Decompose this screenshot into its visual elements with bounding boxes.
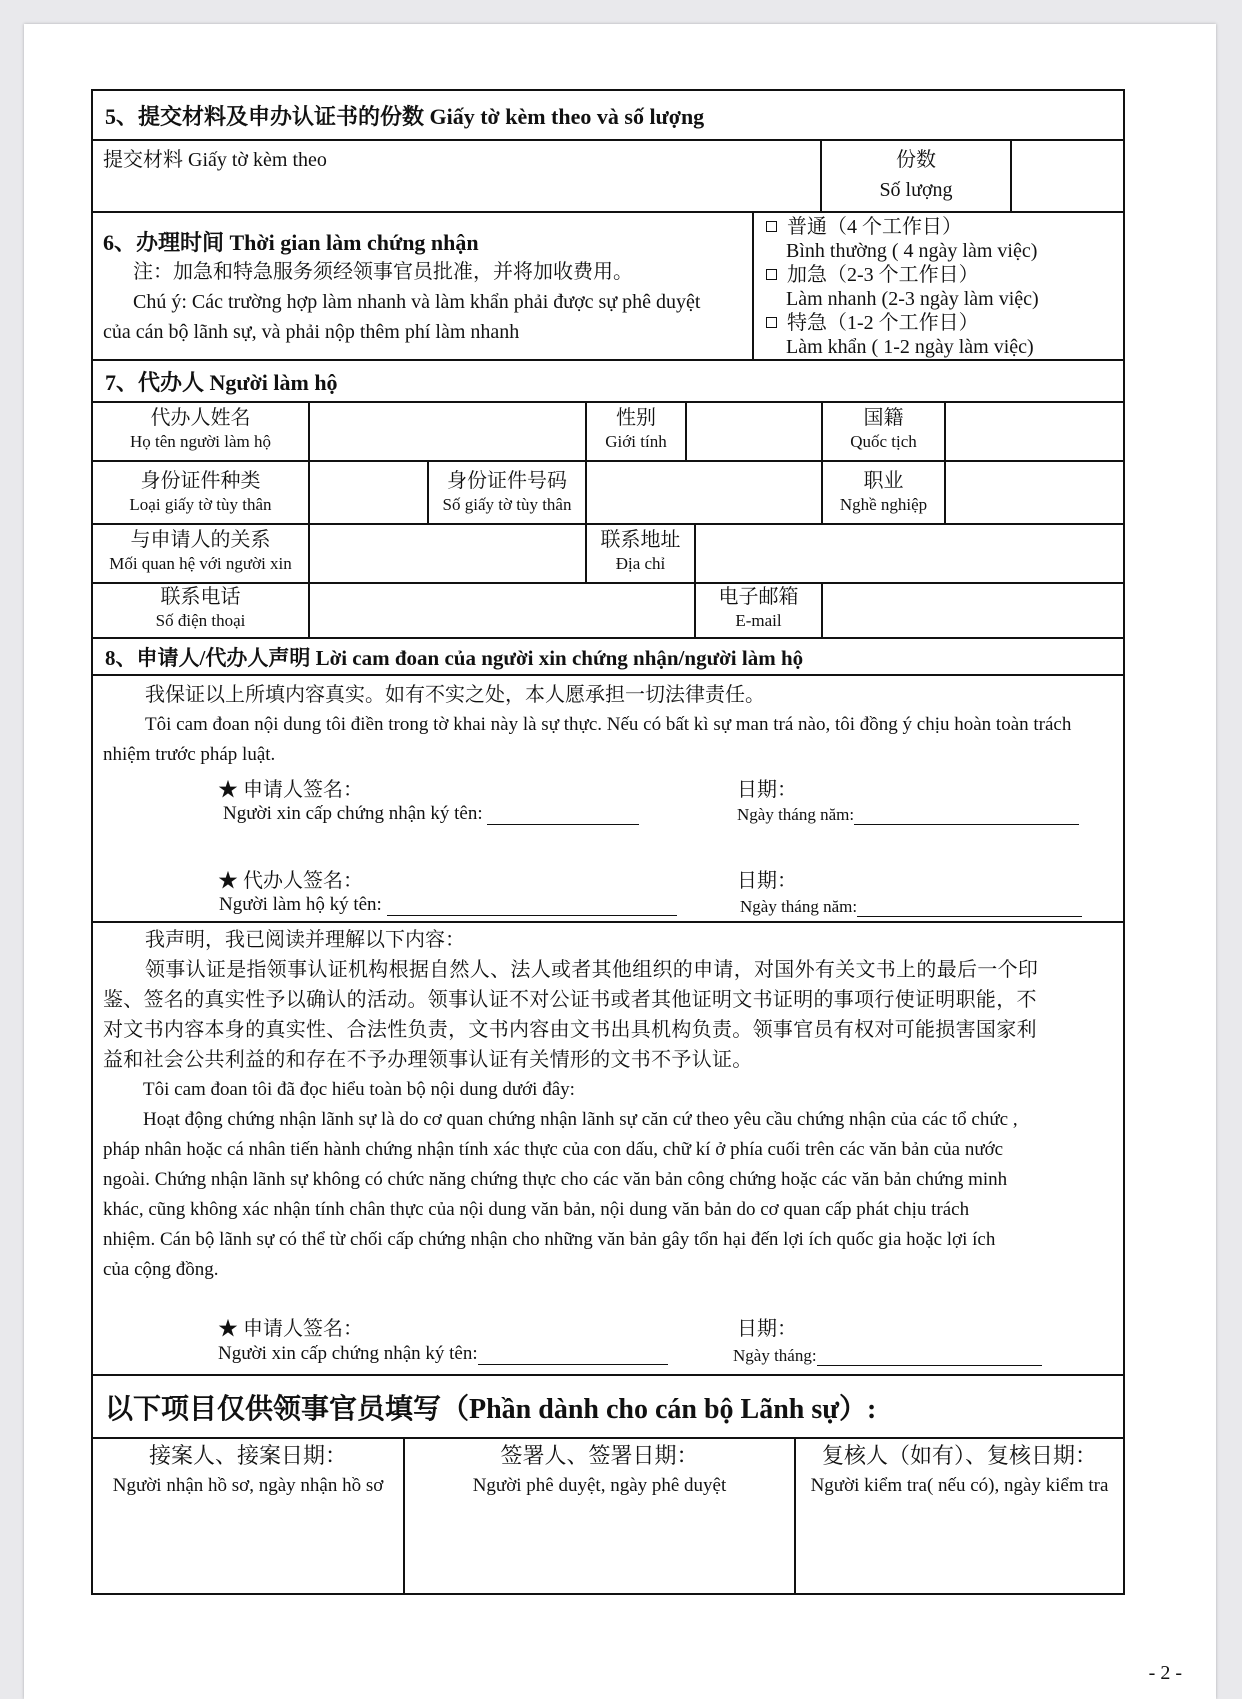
section-7-title: 7、代办人 Người làm hộ: [93, 361, 1123, 403]
option-urgent-zh: 加急（2-3 个工作日）: [787, 264, 979, 286]
agent-signature-vi: [219, 894, 677, 916]
section-5-title: 5、提交材料及申办认证书的份数 Giấy tờ kèm theo và số lượng: [93, 91, 1123, 141]
agent-phone-label: [93, 584, 310, 637]
applicant-signature-vi-text: Người xin cấp chứng nhận ký tên:: [223, 803, 483, 824]
agent-email-input[interactable]: [823, 584, 1123, 637]
checkbox-urgent[interactable]: [766, 269, 777, 280]
para-zh-1: 领事认证是指领事认证机构根据自然人、法人或者其他组织的申请，对国外有关文书上的最后一个印: [145, 959, 1039, 981]
statement-block: [93, 923, 1123, 1376]
agent-name-label: [93, 403, 310, 460]
agent-sex-input[interactable]: [687, 403, 823, 460]
final-date-zh: 日期：: [737, 1318, 797, 1340]
agent-idtype-zh: 身份证件种类: [140, 470, 261, 492]
agent-sex-vi: Giới tính: [605, 432, 667, 451]
agent-job-input[interactable]: [946, 462, 1123, 523]
agent-date-line[interactable]: [857, 896, 1082, 917]
option-express-zh: 特急（1-2 个工作日）: [787, 312, 979, 334]
applicant-signature-line[interactable]: [487, 804, 639, 825]
agent-signature-line[interactable]: [387, 895, 677, 916]
agent-row-1: [93, 403, 1123, 462]
count-label-cell: [822, 141, 1012, 211]
official-row: [93, 1439, 1123, 1593]
agent-sex-label: [587, 403, 687, 460]
final-signature-vi: [218, 1343, 668, 1365]
agent-name-zh: 代办人姓名: [150, 407, 251, 429]
date-label-vi: [737, 804, 1079, 825]
date-label-vi-text: Ngày tháng năm:: [737, 805, 855, 824]
note-vi-2: của cán bộ lãnh sự, và phải nộp thêm phí làm nhanh: [103, 321, 520, 343]
option-express[interactable]: [754, 311, 1123, 335]
agent-idtype-input[interactable]: [310, 462, 429, 523]
agent-date-label-zh: 日期：: [737, 870, 797, 892]
agent-nationality-vi: Quốc tịch: [850, 432, 917, 451]
agent-address-vi: Địa chỉ: [615, 554, 666, 573]
para-zh-4: 益和社会公共利益的和存在不予办理领事认证有关情形的文书不予认证。: [103, 1049, 753, 1071]
agent-row-3: [93, 525, 1123, 584]
agent-row-2: [93, 462, 1123, 525]
official-reviewer-cell[interactable]: [796, 1439, 1123, 1593]
final-signature-line[interactable]: [478, 1344, 668, 1365]
para-vi-6: của cộng đồng.: [103, 1259, 219, 1280]
agent-email-label: [696, 584, 823, 637]
checkbox-normal[interactable]: [766, 221, 777, 232]
materials-label-cell: [93, 141, 822, 211]
section-6-title: 6、办理时间 Thời gian làm chứng nhận: [103, 230, 479, 255]
agent-signature-zh: ★ 代办人签名：: [218, 870, 363, 892]
agent-relation-input[interactable]: [310, 525, 587, 582]
official-title: 以下项目仅供领事官员填写（Phần dành cho cán bộ Lãnh sự）:: [93, 1376, 1123, 1439]
agent-email-zh: 电子邮箱: [718, 586, 799, 608]
declaration-zh: 我保证以上所填内容真实。如有不实之处，本人愿承担一切法律责任。: [145, 684, 765, 706]
declaration-vi-1: Tôi cam đoan nội dung tôi điền trong tờ khai này là sự thực. Nếu có bất kì sự man trá nào, tôi đồng ý chịu hoàn toàn trách: [145, 714, 1072, 735]
para-vi-4: khác, cũng không xác nhận tính chân thực của nội dung văn bản, nội dung văn bản do cơ quan cấp phát chịu trách: [103, 1199, 970, 1220]
agent-job-zh: 职业: [863, 470, 904, 492]
agent-idtype-label: [93, 462, 310, 523]
para-vi-2: pháp nhân hoặc cá nhân tiến hành chứng nhận tính xác thực của con dấu, chữ kí ở phía cuối trên các văn bản của nước: [103, 1139, 1004, 1160]
declaration-vi-2: nhiệm trước pháp luật.: [103, 744, 276, 765]
option-normal-vi: Bình thường ( 4 ngày làm việc): [786, 240, 1038, 262]
agent-job-label: [823, 462, 946, 523]
final-date-line[interactable]: [817, 1345, 1042, 1366]
para-vi-3: ngoài. Chứng nhận lãnh sự không có chức năng chứng thực cho các văn bản công chứng hoặc các văn bản chứng minh: [103, 1169, 1008, 1190]
final-date-vi-text: Ngày tháng:: [733, 1346, 817, 1365]
agent-signature-vi-text: Người làm hộ ký tên:: [219, 894, 382, 915]
agent-phone-vi: Số điện thoại: [155, 611, 246, 630]
count-label-zh: 份数: [896, 149, 936, 171]
agent-nationality-label: [823, 403, 946, 460]
materials-label: 提交材料 Giấy tờ kèm theo: [103, 149, 327, 171]
applicant-signature-zh: ★ 申请人签名：: [218, 779, 363, 801]
checkbox-express[interactable]: [766, 317, 777, 328]
agent-date-label-vi: [740, 896, 1082, 917]
agent-idno-input[interactable]: [587, 462, 823, 523]
document-page: [24, 24, 1216, 1699]
agent-email-vi: E-mail: [735, 611, 782, 630]
agent-nationality-zh: 国籍: [863, 407, 904, 429]
agent-sex-zh: 性别: [616, 407, 656, 429]
agent-relation-zh: 与申请人的关系: [130, 529, 271, 551]
read-statement-vi: Tôi cam đoan tôi đã đọc hiểu toàn bộ nội dung dưới đây:: [143, 1079, 575, 1100]
final-date-vi: [733, 1345, 1042, 1366]
official-approver-cell[interactable]: [405, 1439, 796, 1593]
para-vi-5: nhiệm. Cán bộ lãnh sự có thể từ chối cấp chứng nhận cho những văn bản gây tổn hại đến lợi ích quốc gia hoặc lợi ích: [103, 1229, 996, 1250]
agent-name-vi: Họ tên người làm hộ: [130, 432, 271, 451]
date-label-zh: 日期：: [737, 779, 797, 801]
agent-address-zh: 联系地址: [600, 529, 681, 551]
option-normal[interactable]: [754, 215, 1123, 239]
para-zh-2: 鉴、签名的真实性予以确认的活动。领事认证不对公证书或者其他证明文书证明的事项行使证明职能，不: [103, 989, 1037, 1011]
note-vi-1: Chú ý: Các trường hợp làm nhanh và làm khẩn phải được sự phê duyệt: [133, 291, 701, 313]
agent-phone-zh: 联系电话: [160, 586, 241, 608]
final-signature-zh: ★ 申请人签名：: [218, 1318, 363, 1340]
section-6-row: [93, 213, 1123, 361]
option-express-vi: Làm khẩn ( 1-2 ngày làm việc): [786, 336, 1034, 358]
consular-form: [91, 89, 1125, 1595]
para-zh-3: 对文书内容本身的真实性、合法性负责，文书内容由文书出具机构负责。领事官员有权对可能损害国家利: [103, 1019, 1037, 1041]
read-statement-zh: 我声明，我已阅读并理解以下内容：: [145, 929, 465, 951]
option-urgent[interactable]: [754, 263, 1123, 287]
processing-options: [754, 213, 1123, 359]
agent-address-input[interactable]: [696, 525, 1123, 582]
count-input[interactable]: [1012, 141, 1123, 211]
declaration-block: [93, 676, 1123, 923]
option-normal-zh: 普通（4 个工作日）: [787, 216, 962, 238]
page-number: - 2 -: [1148, 1662, 1182, 1684]
official-receiver-vi: Người nhận hồ sơ, ngày nhận hồ sơ: [112, 1475, 384, 1496]
agent-idno-zh: 身份证件号码: [447, 470, 567, 492]
applicant-date-line[interactable]: [854, 804, 1079, 825]
official-approver-zh: 签署人、签署日期：: [500, 1443, 699, 1468]
option-urgent-vi: Làm nhanh (2-3 ngày làm việc): [786, 288, 1039, 310]
processing-time-cell: [93, 213, 754, 359]
agent-nationality-input[interactable]: [946, 403, 1123, 460]
official-reviewer-vi: Người kiểm tra( nếu có), ngày kiểm tra: [810, 1475, 1109, 1496]
agent-date-label-vi-text: Ngày tháng năm:: [740, 897, 858, 916]
agent-idno-vi: Số giấy tờ tùy thân: [442, 495, 572, 514]
official-approver-vi: Người phê duyệt, ngày phê duyệt: [472, 1475, 727, 1496]
agent-row-4: [93, 584, 1123, 639]
official-receiver-cell[interactable]: [93, 1439, 405, 1593]
agent-relation-vi: Mối quan hệ với người xin: [109, 554, 292, 573]
agent-idno-label: [429, 462, 587, 523]
note-zh: 注：加急和特急服务须经领事官员批准，并将加收费用。: [133, 261, 633, 283]
section-8-title: 8、申请人/代办人声明 Lời cam đoan của người xin chứng nhận/người làm hộ: [93, 639, 1123, 676]
applicant-signature-vi: [223, 803, 639, 825]
agent-relation-label: [93, 525, 310, 582]
official-receiver-zh: 接案人、接案日期：: [148, 1443, 347, 1468]
materials-row: [93, 141, 1123, 213]
agent-phone-input[interactable]: [310, 584, 696, 637]
para-vi-1: Hoạt động chứng nhận lãnh sự là do cơ quan chứng nhận lãnh sự căn cứ theo yêu cầu chứng nhận của các tổ chức ,: [143, 1109, 1018, 1130]
agent-name-input[interactable]: [310, 403, 587, 460]
final-signature-vi-text: Người xin cấp chứng nhận ký tên:: [218, 1343, 478, 1364]
agent-address-label: [587, 525, 696, 582]
agent-idtype-vi: Loại giấy tờ tùy thân: [129, 495, 272, 514]
agent-job-vi: Nghề nghiệp: [839, 495, 928, 514]
official-reviewer-zh: 复核人（如有）、复核日期：: [821, 1443, 1097, 1468]
count-label-vi: Số lượng: [879, 179, 953, 201]
